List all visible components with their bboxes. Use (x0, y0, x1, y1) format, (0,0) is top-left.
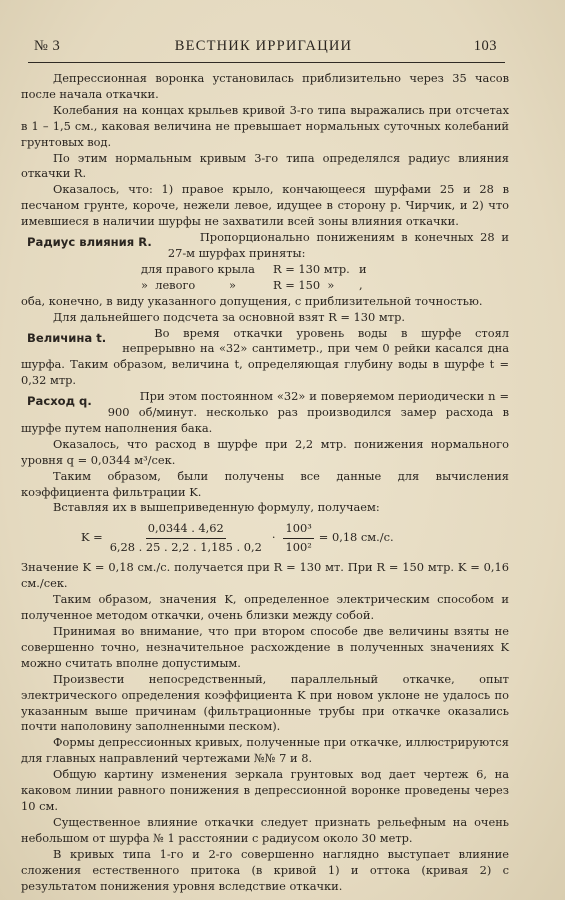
q-section (21, 389, 509, 437)
fraction-numerator: 100³ (283, 521, 313, 539)
radius-row-tail: и (359, 261, 367, 276)
paragraph: В кривых типа 1-го и 2-го совершенно наглядно выступает влияние сложения естественного притока (в кривой 1) и оттока (кривая 2) с результатом понижения уровня вследствие откачки. (21, 846, 509, 893)
paragraph: Общую картину изменения зеркала грунтовых вод дает чертеж 6, на каковом линии равного понижения в депрессионной воронке проведены через 10 см. (21, 767, 509, 813)
radius-heading: Радиус влияния R. (27, 235, 152, 250)
radius-row-label: » левого (141, 277, 196, 292)
paragraph: Формы депрессионных кривых, полученные при откачке, иллюстрируются для главных направлений чертежами №№ 7 и 8. (21, 735, 509, 766)
formula-fraction-2 (283, 521, 313, 556)
paragraph: Существенное влияние откачки следует признать рельефным на очень небольшом от шурфа № 1 расстоянии с радиусом около 30 метр. (21, 814, 509, 845)
paragraph: По этим нормальным кривым 3-го типа определялся радиус влияния откачки R. (21, 150, 509, 181)
header-rule (28, 62, 505, 63)
fraction-denominator: 100² (285, 539, 312, 554)
radius-row-left (21, 278, 509, 294)
paragraph: Таким образом, были получены все данные для вычисления коэффициента фильтрации K. (21, 468, 509, 499)
paragraph: Произвести непосредственный, параллельный откачке, опыт электрического определения коэффициента K при новом уклоне не удалось по указанным выше причинам (фильтрационные трубы при откачке оказались почти наполовину заполненными песком). (21, 671, 509, 734)
q-heading: Расход q. (27, 394, 92, 409)
radius-row-value: R = 150 » (273, 277, 335, 292)
radius-row-right (21, 262, 509, 278)
formula-fraction-1 (108, 521, 264, 556)
t-text: Во время откачки уровень воды в шурфе стоял непрерывно на «32» сантиметр., при чем 0 рейки касался дна шурфа. Таким образом, величина t, определяющая глубину воды в шурфе t = 0,32 мтр. (21, 325, 509, 388)
formula-lhs: K = (81, 530, 103, 545)
article-body (21, 71, 509, 894)
paragraph: Оказалось, что расход в шурфе при 2,2 мтр. понижения нормального уровня q = 0,0344 м³/сек. (21, 436, 509, 467)
radius-text: Пропорционально понижениям в конечных 28 и 27-м шурфах приняты: (167, 230, 509, 260)
filtration-formula (81, 517, 509, 559)
paragraph: Колебания на концах крыльев кривой 3-го типа выражались при отсчетах в 1 – 1,5 см., каковая величина не превышает нормальных суточных колебаний грунтовых вод. (21, 102, 509, 149)
fraction-numerator: 0,0344 . 4,62 (146, 521, 226, 539)
radius-row-tail: , (359, 277, 363, 292)
q-text: При этом постоянном «32» и поверяемом периодически n = 900 об/минут. несколько раз производился замер расхода в шурфе путем наполнения бака. (21, 389, 509, 435)
paragraph: Принимая во внимание, что при втором способе две величины взяты не совершенно точно, незначительное расхождение в полученных значениях K можно считать вполне допустимым. (21, 624, 509, 670)
issue-number: № 3 (34, 38, 61, 54)
paragraph: Таким образом, значения K, определенное электрическим способом и полученное методом откачки, очень близки между собой. (21, 592, 509, 623)
paragraph: оба, конечно, в виду указанного допущения, с приблизительной точностью. (21, 293, 483, 308)
paragraph: Значение K = 0,18 см./с. получается при R = 130 мт. При R = 150 мтр. K = 0,16 см./сек. (21, 560, 509, 591)
radius-row-value: R = 130 мтр. (273, 261, 350, 276)
page-number: 103 (473, 38, 497, 54)
paragraph: Депрессионная воронка установилась приблизительно через 35 часов после начала откачки. (21, 71, 509, 101)
radius-section (21, 230, 509, 262)
running-header (30, 38, 497, 58)
t-heading: Величина t. (27, 330, 107, 345)
formula-multiply: · (271, 530, 276, 545)
fraction-denominator: 6,28 . 25 . 2,2 . 1,185 . 0,2 (109, 539, 262, 554)
paragraph: Вставляя их в вышеприведенную формулу, получаем: (53, 500, 380, 515)
paragraph: Для дальнейшего подсчета за основной взят R = 130 мтр. (53, 309, 405, 324)
t-section (21, 326, 509, 390)
paragraph: Оказалось, что: 1) правое крыло, кончающееся шурфами 25 и 28 в песчаном грунте, короче, нежели левое, идущее в сторону р. Чирчик, и 2) что имевшиеся в наличии шурфы не захватили всей зоны влияния откачки. (21, 182, 509, 229)
radius-values (21, 262, 509, 294)
journal-title: ВЕСТНИК ИРРИГАЦИИ (174, 38, 353, 54)
formula-result: = 0,18 см./с. (318, 530, 394, 545)
radius-row-label: для правого крыла (141, 261, 255, 276)
radius-row-ditto: » (229, 277, 236, 292)
